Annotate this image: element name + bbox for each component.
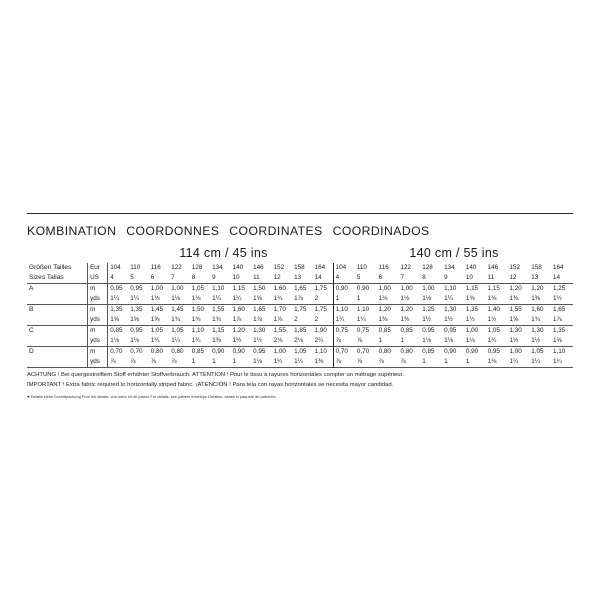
yards-cell: 1¼: [531, 358, 541, 365]
us-size-cell: 6: [378, 274, 383, 281]
eur-size-cell: 158: [294, 264, 305, 271]
us-size-cell: 7: [171, 274, 175, 281]
us-label: US: [88, 273, 108, 284]
us-size-cell: 6: [150, 274, 155, 281]
yards-cell: ⅞: [108, 357, 128, 368]
yards-cell: 2¼: [314, 337, 324, 344]
meters-cell: 0,95: [128, 284, 148, 295]
eur-size-cell: 104: [108, 263, 128, 273]
meters-cell: 1,15: [231, 284, 251, 295]
meters-cell: 1,35: [108, 305, 128, 316]
us-size-cell: 13: [294, 274, 302, 281]
yards-cell: 1¼: [130, 295, 139, 302]
yards-cell: 1½: [487, 316, 497, 323]
top-rule: [27, 213, 573, 214]
meters-cell: 1,55: [272, 326, 292, 337]
yards-cell: 1½: [553, 295, 562, 302]
yards-cell: 1: [356, 295, 361, 302]
eur-size-cell: 158: [531, 264, 542, 271]
yards-cell: ⅞: [356, 337, 363, 344]
bullet-icon: ●: [27, 394, 30, 399]
eur-size-cell: 104: [333, 263, 355, 273]
stripe-note-2: IMPORTANT ! Extra fabric required to horizontally striped fabric. ¡ATENCIÓN ! Para tela con rayas horizontales se necesita mayor candidad.: [27, 381, 394, 388]
yardage-chart: [27, 213, 573, 400]
us-size-row: [27, 273, 573, 284]
meters-cell: 1,65: [292, 284, 312, 295]
meters-cell: 0,95: [486, 347, 508, 358]
yards-cell: 1⅝: [130, 316, 139, 323]
eur-size-cell: 128: [191, 264, 203, 271]
yards-cell: 1⅜: [378, 316, 388, 323]
meters-cell: 1,15: [210, 326, 230, 337]
eur-size-cell: 116: [150, 264, 161, 271]
title-es: COORDINADOS: [332, 224, 430, 238]
yards-cell: 1¾: [273, 295, 283, 302]
eur-size-cell: 122: [400, 264, 411, 271]
yards-cell: 1⅛: [378, 295, 388, 302]
eur-size-cell: 146: [253, 264, 264, 271]
meters-cell: 1,05: [292, 347, 312, 358]
yards-cell: ⅞: [130, 358, 136, 365]
yards-cell: 2: [294, 316, 298, 323]
meters-cell: 0,80: [169, 347, 189, 358]
yards-cell: 1¼: [212, 295, 221, 302]
yards-cell: ⅞: [356, 358, 363, 365]
meters-cell: 0,90: [355, 284, 377, 295]
meters-cell: 1,00: [149, 284, 169, 295]
yards-cell: 2⅛: [294, 337, 303, 344]
yards-cell: 1⅜: [531, 295, 541, 302]
yards-cell: 1¼: [333, 315, 355, 326]
yards-cell: 1¼: [356, 316, 366, 323]
yards-cell: 1¼: [509, 358, 519, 365]
eur-size-cell: 128: [422, 264, 433, 271]
meters-cell: 1,00: [420, 284, 442, 295]
meters-cell: 1,20: [507, 284, 529, 295]
us-size-cell: 14: [553, 274, 561, 281]
view-a-meters-row: [27, 284, 573, 295]
meters-cell: 1,20: [377, 305, 399, 316]
yards-cell: 1⅛: [108, 336, 128, 347]
meters-cell: 1,20: [529, 284, 551, 295]
eur-size-cell: 164: [314, 264, 326, 271]
meters-cell: 1,50: [190, 305, 210, 316]
yards-cell: 1½: [253, 337, 262, 344]
meters-cell: 0,70: [108, 347, 128, 358]
yards-cell: 1¼: [232, 295, 242, 302]
unit-yds: yds: [88, 294, 108, 305]
title-en: COORDINATES: [229, 224, 323, 238]
title-fr: COORDONNES: [126, 224, 220, 238]
yards-cell: 1½: [531, 337, 541, 344]
yards-cell: 1⅛: [465, 337, 475, 344]
details-line: [27, 394, 573, 400]
yards-cell: ⅞: [150, 358, 156, 365]
yards-cell: 1⅝: [108, 315, 128, 326]
yards-cell: 1⅛: [444, 337, 453, 344]
view-label: B: [27, 305, 88, 316]
meters-cell: 1,10: [313, 347, 333, 358]
meters-cell: 0,75: [333, 326, 355, 337]
meters-cell: 0,85: [420, 347, 442, 358]
meters-cell: 1,10: [355, 305, 377, 316]
table-bottom-rule: [27, 368, 573, 369]
view-label: C: [27, 326, 88, 337]
eur-size-cell: 140: [232, 264, 244, 271]
yards-cell: 1⅝: [150, 316, 160, 323]
yards-cell: 1⅛: [422, 295, 432, 302]
meters-cell: 1,00: [464, 326, 486, 337]
meters-cell: 0,90: [442, 347, 464, 358]
yards-cell: 1⅝: [553, 337, 562, 344]
meters-cell: 0,90: [210, 347, 230, 358]
fabric-width-headers: [27, 245, 573, 263]
meters-cell: 0,90: [333, 284, 355, 295]
yardage-table: [27, 263, 573, 368]
yards-cell: 1½: [422, 316, 432, 323]
meters-cell: 1,30: [251, 326, 271, 337]
meters-cell: 1,70: [272, 305, 292, 316]
unit-m: m: [88, 347, 108, 358]
meters-cell: 1,50: [251, 284, 271, 295]
yards-cell: 1⅛: [253, 358, 262, 365]
meters-cell: 0,95: [108, 284, 128, 295]
chart-title: [27, 224, 573, 238]
meters-cell: 1,75: [313, 284, 333, 295]
eur-size-cell: 122: [171, 264, 182, 271]
empty-cell: [27, 336, 88, 347]
us-size-cell: 4: [108, 273, 128, 284]
yards-cell: 1⅝: [509, 316, 519, 323]
yards-cell: 1⅞: [232, 316, 242, 323]
meters-cell: 1,30: [529, 326, 551, 337]
eur-size-cell: 146: [487, 264, 499, 271]
meters-cell: 1,05: [486, 326, 508, 337]
yards-cell: 1½: [232, 337, 242, 344]
meters-cell: 1,35: [464, 305, 486, 316]
us-size-cell: 11: [487, 274, 495, 281]
yards-cell: 1¼: [487, 337, 497, 344]
meters-cell: 0,85: [377, 326, 399, 337]
yards-cell: 1¼: [273, 358, 283, 365]
yards-cell: ⅞: [400, 358, 406, 365]
yards-cell: 1: [465, 358, 470, 365]
meters-cell: 1,25: [551, 284, 573, 295]
yards-cell: 1⅜: [314, 358, 324, 365]
yards-cell: 1⅛: [422, 337, 432, 344]
meters-cell: 1,10: [333, 305, 355, 316]
bottom-rule-cell: [27, 368, 573, 369]
us-size-cell: 4: [333, 273, 355, 284]
eur-label: Eur: [88, 263, 108, 273]
meters-cell: 0,70: [355, 347, 377, 358]
yards-cell: 1: [333, 294, 355, 305]
us-size-cell: 10: [465, 274, 473, 281]
yards-cell: 1¾: [531, 316, 541, 323]
yards-cell: 1⅞: [294, 295, 303, 302]
unit-yds: yds: [88, 315, 108, 326]
meters-cell: 0,90: [464, 347, 486, 358]
meters-cell: 0,95: [128, 326, 148, 337]
yards-cell: 1⅜: [487, 295, 497, 302]
meters-cell: 1,75: [313, 305, 333, 316]
yards-cell: 1⅛: [150, 295, 160, 302]
yards-cell: 1⅛: [130, 337, 139, 344]
empty-cell: [27, 294, 88, 305]
yards-cell: 1½: [444, 316, 453, 323]
us-size-cell: 10: [232, 274, 240, 281]
eur-size-cell: 152: [273, 264, 285, 271]
us-size-cell: 8: [191, 274, 196, 281]
yards-cell: 1⅜: [212, 337, 221, 344]
yards-cell: 1: [444, 358, 448, 365]
meters-cell: 0,70: [333, 347, 355, 358]
view-c-meters-row: [27, 326, 573, 337]
meters-cell: 0,85: [108, 326, 128, 337]
eur-size-cell: 134: [212, 264, 223, 271]
us-size-cell: 12: [509, 274, 517, 281]
yards-cell: 1: [378, 337, 383, 344]
us-size-cell: 12: [273, 274, 281, 281]
empty-cell: [27, 357, 88, 368]
meters-cell: 1,65: [551, 305, 573, 316]
meters-cell: 1,00: [507, 347, 529, 358]
us-size-cell: 11: [253, 274, 260, 281]
meters-cell: 1,60: [529, 305, 551, 316]
meters-cell: 1,20: [398, 305, 420, 316]
us-size-cell: 9: [444, 274, 448, 281]
meters-cell: 0,80: [377, 347, 399, 358]
meters-cell: 1,90: [313, 326, 333, 337]
meters-cell: 1,35: [128, 305, 148, 316]
meters-cell: 0,85: [190, 347, 210, 358]
view-a-yards-row: [27, 294, 573, 305]
meters-cell: 1,45: [149, 305, 169, 316]
yards-cell: 1⅛: [487, 358, 497, 365]
view-d-meters-row: [27, 347, 573, 358]
meters-cell: 1,30: [442, 305, 464, 316]
yards-cell: 1¼: [191, 337, 201, 344]
yards-cell: 1¼: [150, 337, 160, 344]
yards-cell: 1⅞: [253, 316, 262, 323]
meters-cell: 1,60: [272, 284, 292, 295]
view-b-meters-row: [27, 305, 573, 316]
meters-cell: 0,80: [398, 347, 420, 358]
eur-size-cell: 116: [378, 264, 389, 271]
meters-cell: 1,25: [420, 305, 442, 316]
eur-size-cell: 164: [553, 264, 564, 271]
yards-cell: 1¼: [444, 295, 453, 302]
meters-cell: 0,95: [251, 347, 271, 358]
eur-size-row: [27, 263, 573, 273]
meters-cell: 1,00: [398, 284, 420, 295]
meters-cell: 1,65: [251, 305, 271, 316]
meters-cell: 0,75: [355, 326, 377, 337]
yards-cell: 1½: [465, 316, 475, 323]
meters-cell: 1,40: [486, 305, 508, 316]
meters-cell: 1,60: [231, 305, 251, 316]
view-label: D: [27, 347, 88, 358]
yards-cell: 1⅝: [253, 295, 262, 302]
yards-cell: 1⅞: [273, 316, 283, 323]
yards-cell: 1⅛: [191, 295, 201, 302]
view-c-yards-row: [27, 336, 573, 347]
meters-cell: 0,95: [420, 326, 442, 337]
eur-size-cell: 110: [356, 264, 367, 271]
unit-yds: yds: [88, 357, 108, 368]
size-label: Sizes Tallas: [29, 274, 64, 281]
meters-cell: 1,55: [507, 305, 529, 316]
meters-cell: 1,15: [464, 284, 486, 295]
yards-cell: 1½: [509, 337, 519, 344]
unit-m: m: [88, 305, 108, 316]
us-size-cell: 7: [400, 274, 404, 281]
meters-cell: 1,10: [190, 326, 210, 337]
meters-cell: 0,85: [398, 326, 420, 337]
empty-cell: [27, 315, 88, 326]
meters-cell: 1,10: [442, 284, 464, 295]
meters-cell: 1,05: [169, 326, 189, 337]
yards-cell: ⅞: [333, 336, 355, 347]
meters-cell: 1,05: [529, 347, 551, 358]
meters-cell: 1,35: [551, 326, 573, 337]
meters-cell: 0,95: [442, 326, 464, 337]
meters-cell: 1,45: [169, 305, 189, 316]
yards-cell: 2: [314, 295, 319, 302]
stripe-note-1: ACHTUNG ! Bei quergestreiftem Stoff erhöhter Stoffverbrauch. ATTENTION ! Pour le tissu à rayures horizontales compter un métrage supérieur.: [27, 372, 404, 378]
meters-cell: 1,00: [272, 347, 292, 358]
details-text: Details siehe Schnittpackung Pour les details, voir notre kit de patron For details, see pattern envelope Detalles, véase el paquete de patrones: [30, 394, 276, 399]
eur-size-cell: 152: [509, 264, 520, 271]
yards-cell: 1⅛: [400, 295, 410, 302]
meters-cell: 1,30: [507, 326, 529, 337]
view-label: A: [27, 284, 88, 295]
meters-cell: 1,85: [292, 326, 312, 337]
yards-cell: 1: [232, 358, 237, 365]
meters-cell: 1,20: [231, 326, 251, 337]
meters-cell: 0,80: [149, 347, 169, 358]
yards-cell: 1⅛: [171, 295, 180, 302]
meters-cell: 1,55: [210, 305, 230, 316]
yards-cell: 1: [191, 358, 196, 365]
unit-yds: yds: [88, 336, 108, 347]
yards-cell: ⅞: [333, 357, 355, 368]
yards-cell: 1: [212, 358, 216, 365]
yards-cell: ⅞: [378, 358, 384, 365]
width-140-heading: 140 cm / 55 ins: [409, 246, 499, 260]
unit-m: m: [88, 326, 108, 337]
yards-cell: 1¼: [108, 294, 128, 305]
us-size-cell: 5: [130, 274, 134, 281]
meters-cell: 1,10: [210, 284, 230, 295]
yards-cell: 1¾: [212, 316, 221, 323]
meters-cell: 1,00: [169, 284, 189, 295]
yards-cell: ⅞: [171, 358, 177, 365]
yards-cell: 1⅜: [400, 316, 410, 323]
meters-cell: 0,70: [128, 347, 148, 358]
meters-cell: 1,10: [551, 347, 573, 358]
title-de: KOMBINATION: [27, 224, 117, 238]
yards-cell: 1¾: [171, 316, 180, 323]
view-d-yards-row: [27, 357, 573, 368]
us-size-cell: 8: [422, 274, 426, 281]
size-label: Größen Tailles: [29, 264, 72, 271]
yards-cell: 1⅞: [553, 316, 562, 323]
yards-cell: 1¼: [294, 358, 303, 365]
meters-cell: 1,75: [292, 305, 312, 316]
yards-cell: 1¼: [553, 358, 562, 365]
us-size-cell: 14: [314, 274, 322, 281]
yards-cell: 1⅜: [465, 295, 475, 302]
meters-cell: 1,05: [190, 284, 210, 295]
us-size-cell: 13: [531, 274, 539, 281]
meters-cell: 0,90: [231, 347, 251, 358]
eur-size-cell: 140: [465, 264, 477, 271]
meters-cell: 1,00: [377, 284, 399, 295]
meters-cell: 1,15: [486, 284, 508, 295]
eur-size-cell: 134: [444, 264, 455, 271]
yards-cell: 1: [422, 358, 426, 365]
yards-cell: 1⅜: [509, 295, 519, 302]
yards-cell: 2: [314, 316, 319, 323]
width-114-heading: 114 cm / 45 ins: [179, 246, 268, 260]
yards-cell: 1¾: [191, 316, 201, 323]
eur-size-cell: 110: [130, 264, 141, 271]
yards-cell: 1: [400, 337, 404, 344]
yards-cell: 1¼: [171, 337, 180, 344]
yards-cell: 2⅛: [273, 337, 283, 344]
view-b-yards-row: [27, 315, 573, 326]
meters-cell: 1,05: [149, 326, 169, 337]
us-size-cell: 9: [212, 274, 216, 281]
unit-m: m: [88, 284, 108, 295]
us-size-cell: 5: [356, 274, 361, 281]
